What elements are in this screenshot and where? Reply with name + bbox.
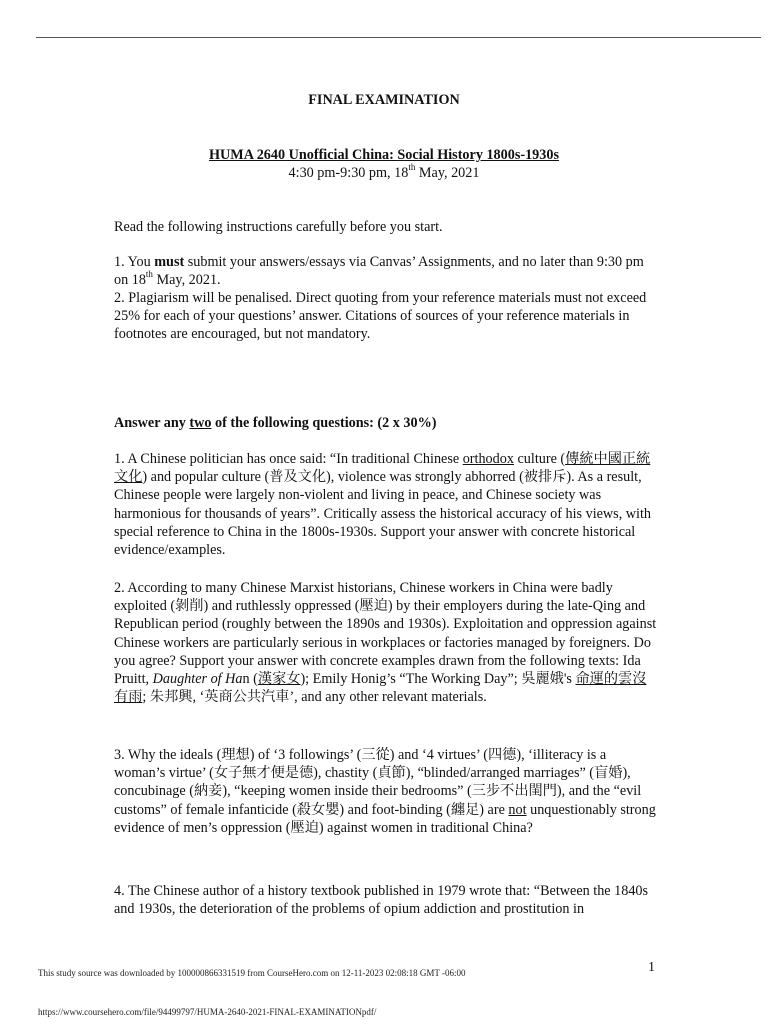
chinese-term: 剝削 bbox=[175, 598, 204, 615]
chinese-term: 四德 bbox=[487, 747, 517, 763]
chinese-term: 傳統中國正統文化 bbox=[114, 451, 651, 486]
page-number: 1 bbox=[648, 960, 655, 975]
heading-text: Answer any bbox=[114, 415, 190, 431]
question-text: 3. Why the ideals ( bbox=[114, 747, 222, 763]
question-text: ; bbox=[142, 689, 150, 706]
instruction-superscript: th bbox=[145, 269, 153, 280]
chinese-term: 三步不出閨門 bbox=[471, 783, 557, 800]
question-1 bbox=[114, 450, 659, 559]
book-title: Daughter of Ha bbox=[152, 671, 243, 688]
chinese-term: 女子無才便是德 bbox=[213, 765, 314, 782]
questions-heading bbox=[114, 414, 659, 432]
date-text: 4:30 pm-9:30 pm, 18 bbox=[288, 165, 409, 181]
question-text: ), ‘illiteracy is a woman’s virtue’ ( bbox=[114, 747, 607, 782]
download-note: This study source was downloaded by 100000866331519 from CourseHero.com on 12-11-2023 02:08:18 GMT -06:00 bbox=[38, 968, 466, 978]
question-text: ’, and any other relevant materials. bbox=[289, 689, 487, 706]
question-text: n ( bbox=[242, 671, 258, 688]
instructions-intro: Read the following instructions carefully before you start. bbox=[114, 219, 443, 235]
chinese-term: 三從 bbox=[361, 747, 390, 763]
chinese-term: 殺女嬰 bbox=[296, 801, 340, 818]
question-3 bbox=[114, 746, 659, 837]
exam-title: FINAL EXAMINATION bbox=[308, 92, 460, 108]
chinese-term: 英商公共汽車 bbox=[204, 689, 290, 706]
question-emphasis: orthodox bbox=[462, 451, 514, 467]
question-text: unquestionably strong evidence of men’s oppression ( bbox=[114, 801, 656, 836]
question-text: 2. According to many Chinese Marxist historians, Chinese workers in China were badly exploited ( bbox=[114, 580, 613, 615]
chinese-term: 盲婚 bbox=[594, 765, 623, 782]
question-text: ), chastity ( bbox=[313, 765, 378, 782]
chinese-term: 命運的雲沒有雨 bbox=[114, 671, 647, 706]
chinese-term: 被排斥 bbox=[523, 469, 567, 486]
instruction-item-2: 2. Plagiarism will be penalised. Direct quoting from your reference materials must not exceed 25% for each of your questions’ answer. Citations of sources of your reference materials in footnotes are encouraged, but not mandatory. bbox=[114, 290, 647, 343]
heading-emphasis: two bbox=[189, 415, 212, 431]
question-text: ), “keeping women inside their bedrooms” ( bbox=[222, 783, 472, 800]
question-text: , ‘ bbox=[192, 689, 205, 706]
question-text: ) of ‘3 followings’ ( bbox=[249, 747, 362, 763]
course-title-text: HUMA 2640 Unofficial China: Social History 1800s-1930s bbox=[209, 147, 559, 163]
chinese-term: 壓迫 bbox=[290, 819, 319, 836]
question-2 bbox=[114, 579, 659, 706]
exam-date bbox=[114, 162, 654, 182]
question-text: ), violence was strongly abhorred ( bbox=[326, 469, 524, 486]
chinese-term: 吳麗娥 bbox=[521, 671, 564, 688]
question-emphasis: not bbox=[508, 801, 527, 818]
chinese-term: 漢家女 bbox=[257, 671, 301, 688]
question-text: ); Emily Honig’s “The Working Day”; bbox=[300, 671, 522, 688]
question-text: ). As a result, Chinese people were largely non-violent and living in peace, and Chinese society was harmonious for thousands of years”. Critically assess the historical accuracy of his views, with special reference to China in the 1800s-1930s. Support your answer with concrete historical evidence/examples. bbox=[114, 469, 652, 559]
top-rule bbox=[36, 37, 761, 38]
question-text: ) are bbox=[479, 801, 509, 818]
chinese-term: 纏足 bbox=[450, 801, 480, 818]
date-superscript: th bbox=[408, 162, 416, 173]
question-text: ), “blinded/arranged marriages” ( bbox=[405, 765, 595, 782]
date-text-end: May, 2021 bbox=[415, 165, 480, 181]
question-text: ) and ruthlessly oppressed ( bbox=[203, 598, 360, 615]
chinese-term: 壓迫 bbox=[359, 598, 388, 615]
question-text: 's bbox=[563, 671, 576, 688]
instruction-text: May, 2021. bbox=[152, 272, 221, 289]
chinese-term: 貞節 bbox=[377, 765, 406, 782]
question-4: 4. The Chinese author of a history textbook published in 1979 wrote that: “Between the 1840s and 1930s, the deterioration of the problems of opium addiction and prostitution in bbox=[114, 883, 649, 918]
heading-text: of the following questions: (2 x 30%) bbox=[211, 415, 437, 431]
question-text: culture ( bbox=[513, 451, 566, 467]
chinese-term: 普及文化 bbox=[269, 469, 327, 486]
instruction-text: 1. You bbox=[114, 254, 155, 270]
question-text: ) and popular culture ( bbox=[142, 469, 270, 486]
chinese-term: 朱邦興 bbox=[149, 689, 193, 706]
instruction-item-1 bbox=[114, 253, 659, 289]
chinese-term: 理想 bbox=[221, 747, 250, 763]
question-text: ) against women in traditional China? bbox=[318, 819, 533, 836]
question-text: ), concubinage ( bbox=[114, 765, 631, 800]
question-text: 1. A Chinese politician has once said: “In traditional Chinese bbox=[114, 451, 463, 467]
chinese-term: 納妾 bbox=[193, 783, 223, 800]
course-title bbox=[114, 147, 654, 164]
question-text: ), and the “evil customs” of female infanticide ( bbox=[114, 783, 642, 818]
question-text: ) and ‘4 virtues’ ( bbox=[389, 747, 488, 763]
instruction-emphasis: must bbox=[154, 254, 185, 270]
source-url[interactable]: https://www.coursehero.com/file/94499797/HUMA-2640-2021-FINAL-EXAMINATIONpdf/ bbox=[38, 1007, 377, 1017]
question-text: ) and foot-binding ( bbox=[339, 801, 451, 818]
instruction-text: submit your answers/essays via Canvas’ Assignments, and no later than 9:30 pm on 18 bbox=[114, 254, 644, 289]
question-text: ) by their employers during the late-Qing and Republican period (roughly between the 1890s and 1930s). Exploitation and oppression against Chinese workers are particularly serious in workplaces or factories managed by foreigners. Do you agree? Support your answer with concrete examples drawn from the following texts: Ida Pruitt, bbox=[114, 598, 657, 688]
